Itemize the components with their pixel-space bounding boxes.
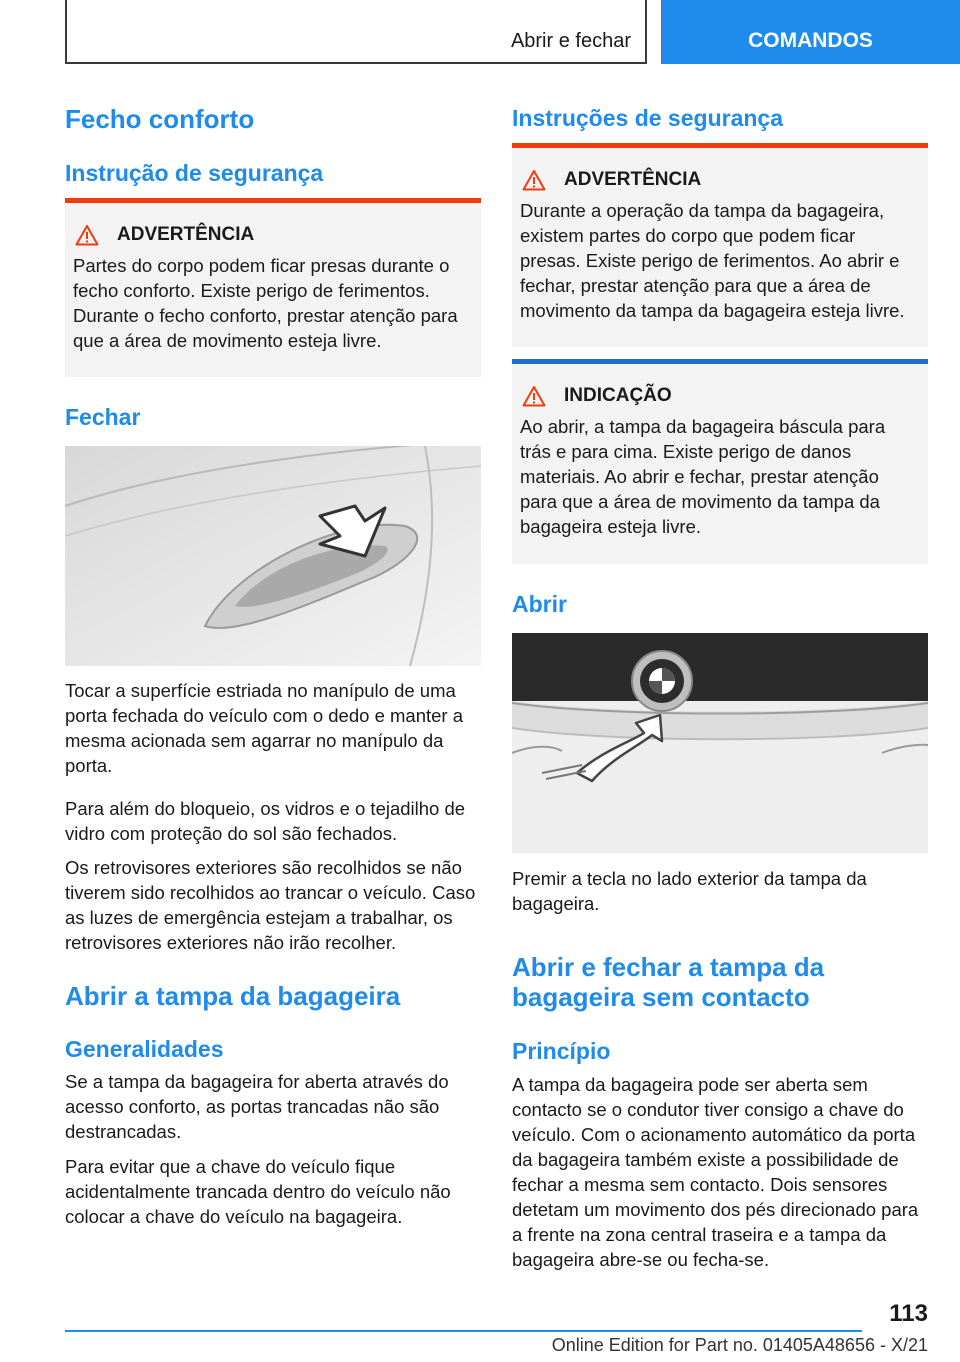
heading-principio: Princípio	[512, 1038, 611, 1064]
header-section-title: Abrir e fechar	[510, 30, 631, 52]
header-chapter-tab: COMANDOS	[661, 0, 960, 64]
warning-label: ADVERTÊNCIA	[564, 169, 702, 190]
warning-text: Partes do corpo podem ficar presas durante o fecho conforto. Existe perigo de ferimentos. Durante o fecho conforto, prestar atenção para que a área de movimento esteja livre.	[73, 255, 458, 351]
notice-text: Ao abrir, a tampa da bagageira báscula para trás e para cima. Existe perigo de danos materiais. Ao abrir e fechar, prestar atenção para que a área de movimento da tampa da bagageira esteja livre.	[520, 416, 886, 537]
footer-divider	[65, 1330, 862, 1332]
notice-triangle-icon	[522, 385, 546, 407]
warning-label: ADVERTÊNCIA	[117, 224, 255, 245]
heading-instrucao-seguranca: Instrução de segurança	[65, 160, 324, 186]
header-frame	[65, 0, 647, 64]
paragraph-generalidades-2: Para evitar que a chave do veículo fique acidentalmente trancada dentro do veículo não colocar a chave do veículo na bagageira.	[65, 1156, 451, 1227]
paragraph-fechar-2: Para além do bloqueio, os vidros e o tejadilho de vidro com proteção do sol são fechados.	[65, 798, 466, 844]
warning-triangle-icon	[75, 224, 99, 246]
heading-fecho-conforto: Fecho conforto	[65, 104, 255, 134]
heading-instrucoes-seguranca: Instruções de segurança	[512, 105, 783, 131]
heading-abrir-fechar-sem-contacto: Abrir e fechar a tampa da bagageira sem contacto	[512, 952, 825, 1012]
paragraph-fechar-3: Os retrovisores exteriores são recolhidos se não tiverem sido recolhidos ao trancar o veículo. Caso as luzes de emergência estejam a trabalhar, os retrovisores exteriores não irão recolher.	[65, 857, 476, 953]
paragraph-principio: A tampa da bagageira pode ser aberta sem contacto se o condutor tiver consigo a chave do veículo. Com o acionamento automático da porta da bagageira também existe a possibilidade de fechar a mesma sem contacto. Dois sensores detetam um movimento dos pés direcionado para a frente na zona central traseira e a tampa da bagageira abre-se ou fecha-se.	[512, 1074, 919, 1270]
heading-generalidades: Generalidades	[65, 1036, 224, 1062]
heading-abrir-tampa: Abrir a tampa da bagageira	[65, 981, 401, 1011]
heading-abrir: Abrir	[512, 591, 567, 617]
tailgate-button-illustration	[512, 633, 928, 853]
notice-label: INDICAÇÃO	[564, 385, 672, 406]
door-handle-illustration	[65, 446, 481, 666]
warning-box-fecho	[65, 198, 481, 377]
warning-text: Durante a operação da tampa da bagageira, existem partes do corpo que podem ficar presas. Existe perigo de ferimentos. Ao abrir e fechar, prestar atenção para que a área de movimento da tampa da bagageira esteja livre.	[520, 200, 905, 321]
footer-edition: Online Edition for Part no. 01405A48656 - X/21	[551, 1335, 928, 1355]
notice-box-tampa	[512, 359, 928, 564]
paragraph-abrir: Premir a tecla no lado exterior da tampa da bagageira.	[512, 868, 867, 914]
warning-triangle-icon	[522, 169, 546, 191]
heading-fechar: Fechar	[65, 404, 141, 430]
paragraph-fechar-1: Tocar a superfície estriada no manípulo de uma porta fechada do veículo com o dedo e manter a mesma acionada sem agarrar no manípulo da porta.	[65, 680, 464, 776]
page-number: 113	[889, 1300, 928, 1327]
paragraph-generalidades-1: Se a tampa da bagageira for aberta através do acesso conforto, as portas trancadas não são destrancadas.	[65, 1071, 449, 1142]
warning-box-tampa	[512, 143, 928, 347]
